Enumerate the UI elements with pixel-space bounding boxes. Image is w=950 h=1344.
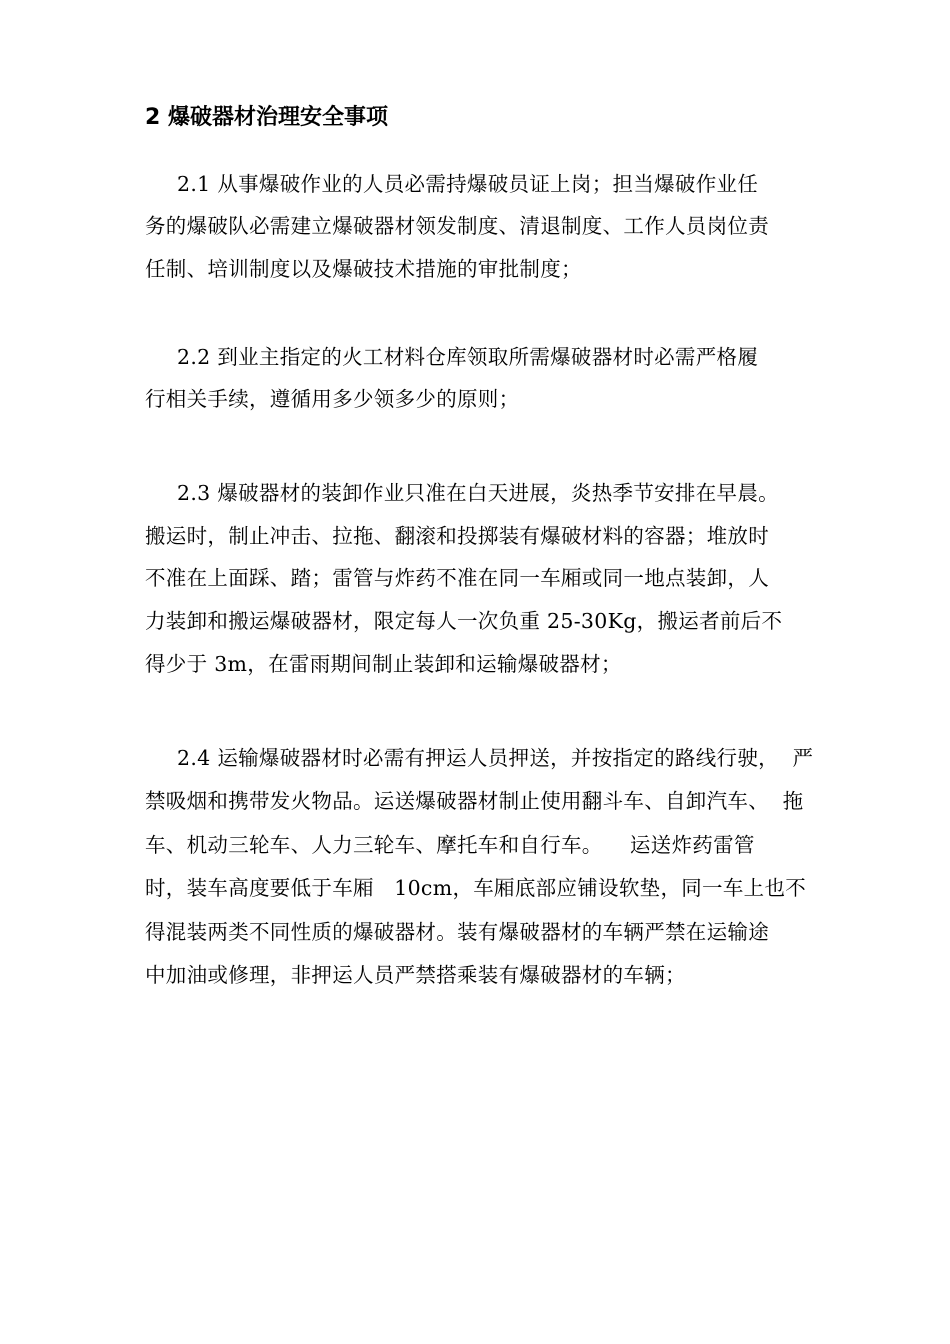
paragraph-2-4-line: 2.4 运输爆破器材时必需有押运人员押送，并按指定的路线行驶， 严 (177, 746, 814, 770)
section-heading: 2 爆破器材治理安全事项 (145, 105, 388, 130)
paragraph-2-2-line: 行相关手续，遵循用多少领多少的原则； (145, 387, 520, 411)
paragraph-2-2-line: 2.2 到业主指定的火工材料仓库领取所需爆破器材时必需严格履 (177, 345, 759, 369)
paragraph-2-3-line: 搬运时，制止冲击、拉拖、翻滚和投掷装有爆破材料的容器；堆放时 (145, 524, 769, 548)
paragraph-2-4-line: 得混装两类不同性质的爆破器材。装有爆破器材的车辆严禁在运输途 (145, 920, 769, 944)
paragraph-2-4-line: 禁吸烟和携带发火物品。运送爆破器材制止使用翻斗车、自卸汽车、 拖 (145, 789, 804, 813)
paragraph-2-4-line: 时，装车高度要低于车厢 10cm，车厢底部应铺设软垫，同一车上也不 (145, 876, 807, 900)
paragraph-2-3-line: 不准在上面踩、踏；雷管与炸药不准在同一车厢或同一地点装卸，人 (145, 566, 769, 590)
paragraph-2-1-line: 务的爆破队必需建立爆破器材领发制度、清退制度、工作人员岗位责 (145, 214, 769, 238)
paragraph-2-3-line: 力装卸和搬运爆破器材，限定每人一次负重 25-30Kg，搬运者前后不 (145, 609, 783, 633)
paragraph-2-1-line: 2.1 从事爆破作业的人员必需持爆破员证上岗；担当爆破作业任 (177, 172, 759, 196)
paragraph-2-3-line: 2.3 爆破器材的装卸作业只准在白天进展，炎热季节安排在早晨。 (177, 481, 779, 505)
paragraph-2-4-line: 车、机动三轮车、人力三轮车、摩托车和自行车。 运送炸药雷管 (145, 833, 755, 857)
paragraph-2-4-line: 中加油或修理，非押运人员严禁搭乘装有爆破器材的车辆； (145, 963, 686, 987)
paragraph-2-3-line: 得少于 3m，在雷雨期间制止装卸和运输爆破器材； (145, 652, 622, 676)
paragraph-2-1-line: 任制、培训制度以及爆破技术措施的审批制度； (145, 257, 582, 281)
